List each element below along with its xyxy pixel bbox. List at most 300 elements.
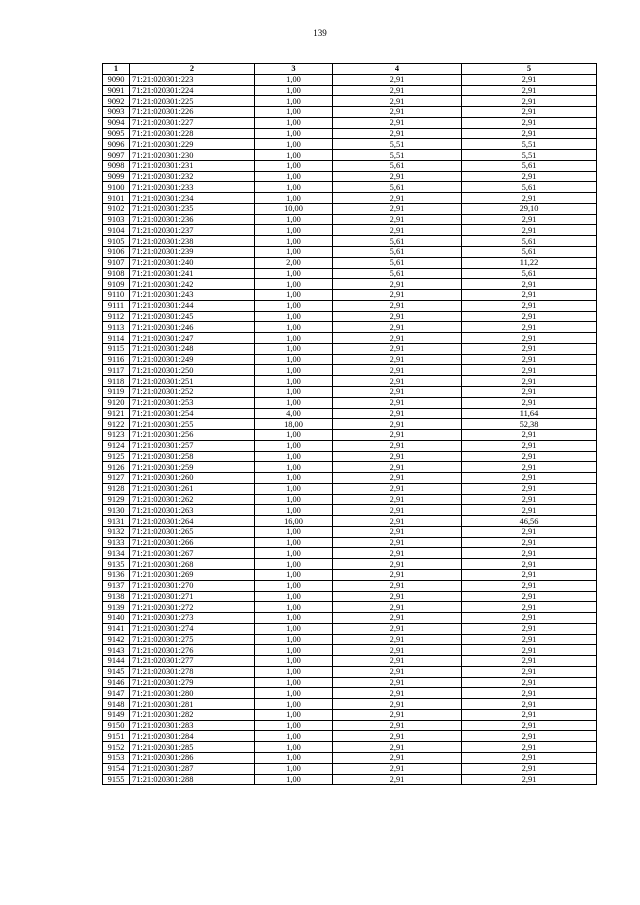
- row-number-cell: 9135: [103, 559, 130, 570]
- table-row: [103, 74, 597, 85]
- table-row: [103, 430, 597, 441]
- table-row: [103, 473, 597, 484]
- table-row: [103, 494, 597, 505]
- row-number-cell: 9136: [103, 569, 130, 580]
- amount-cell: 5,51: [462, 139, 597, 150]
- amount-cell: 2,91: [462, 365, 597, 376]
- row-number-cell: 9124: [103, 440, 130, 451]
- area-cell: 1,00: [255, 182, 333, 193]
- amount-cell: 2,91: [462, 688, 597, 699]
- cadastral-number-cell: 71:21:020301:275: [130, 634, 255, 645]
- cadastral-number-cell: 71:21:020301:239: [130, 247, 255, 258]
- amount-cell: 2,91: [462, 74, 597, 85]
- row-number-cell: 9145: [103, 666, 130, 677]
- area-cell: 1,00: [255, 85, 333, 96]
- cadastral-number-cell: 71:21:020301:242: [130, 279, 255, 290]
- area-cell: 1,00: [255, 96, 333, 107]
- cadastral-number-cell: 71:21:020301:235: [130, 203, 255, 214]
- area-cell: 1,00: [255, 74, 333, 85]
- rate-cell: 5,61: [333, 257, 462, 268]
- area-cell: 1,00: [255, 774, 333, 785]
- row-number-cell: 9105: [103, 236, 130, 247]
- area-cell: 1,00: [255, 645, 333, 656]
- table-row: [103, 688, 597, 699]
- amount-cell: 29,10: [462, 203, 597, 214]
- row-number-cell: 9123: [103, 430, 130, 441]
- table-row: [103, 376, 597, 387]
- area-cell: 1,00: [255, 537, 333, 548]
- area-cell: 1,00: [255, 365, 333, 376]
- row-number-cell: 9142: [103, 634, 130, 645]
- row-number-cell: 9097: [103, 150, 130, 161]
- cadastral-number-cell: 71:21:020301:256: [130, 430, 255, 441]
- row-number-cell: 9091: [103, 85, 130, 96]
- cadastral-number-cell: 71:21:020301:265: [130, 526, 255, 537]
- table-row: [103, 257, 597, 268]
- area-cell: 1,00: [255, 677, 333, 688]
- row-number-cell: 9122: [103, 419, 130, 430]
- row-number-cell: 9141: [103, 623, 130, 634]
- area-cell: 1,00: [255, 430, 333, 441]
- amount-cell: 2,91: [462, 731, 597, 742]
- table-row: [103, 580, 597, 591]
- amount-cell: 2,91: [462, 333, 597, 344]
- amount-cell: 2,91: [462, 602, 597, 613]
- cadastral-number-cell: 71:21:020301:264: [130, 516, 255, 527]
- area-cell: 1,00: [255, 440, 333, 451]
- area-cell: 2,00: [255, 257, 333, 268]
- rate-cell: 2,91: [333, 96, 462, 107]
- cadastral-number-cell: 71:21:020301:249: [130, 354, 255, 365]
- table-row: [103, 397, 597, 408]
- table-row: [103, 569, 597, 580]
- cadastral-number-cell: 71:21:020301:278: [130, 666, 255, 677]
- cadastral-number-cell: 71:21:020301:269: [130, 569, 255, 580]
- amount-cell: 2,91: [462, 440, 597, 451]
- cadastral-number-cell: 71:21:020301:288: [130, 774, 255, 785]
- row-number-cell: 9121: [103, 408, 130, 419]
- cadastral-number-cell: 71:21:020301:276: [130, 645, 255, 656]
- cadastral-number-cell: 71:21:020301:273: [130, 613, 255, 624]
- rate-cell: 2,91: [333, 645, 462, 656]
- amount-cell: 2,91: [462, 666, 597, 677]
- row-number-cell: 9114: [103, 333, 130, 344]
- rate-cell: 5,61: [333, 182, 462, 193]
- table-row: [103, 290, 597, 301]
- column-header-1: 1: [103, 64, 130, 75]
- table-row: [103, 505, 597, 516]
- amount-cell: 2,91: [462, 107, 597, 118]
- row-number-cell: 9095: [103, 128, 130, 139]
- cadastral-number-cell: 71:21:020301:263: [130, 505, 255, 516]
- area-cell: 4,00: [255, 408, 333, 419]
- table-row: [103, 268, 597, 279]
- cadastral-number-cell: 71:21:020301:225: [130, 96, 255, 107]
- rate-cell: 2,91: [333, 462, 462, 473]
- table-row: [103, 526, 597, 537]
- rate-cell: 2,91: [333, 107, 462, 118]
- cadastral-number-cell: 71:21:020301:236: [130, 214, 255, 225]
- amount-cell: 2,91: [462, 322, 597, 333]
- amount-cell: 2,91: [462, 591, 597, 602]
- table-row: [103, 516, 597, 527]
- table-row: [103, 203, 597, 214]
- amount-cell: 2,91: [462, 677, 597, 688]
- table-row: [103, 107, 597, 118]
- cadastral-number-cell: 71:21:020301:287: [130, 763, 255, 774]
- table-row: [103, 117, 597, 128]
- table-row: [103, 613, 597, 624]
- amount-cell: 2,91: [462, 548, 597, 559]
- rate-cell: 5,61: [333, 160, 462, 171]
- table-row: [103, 322, 597, 333]
- table-row: [103, 333, 597, 344]
- rate-cell: 2,91: [333, 376, 462, 387]
- row-number-cell: 9092: [103, 96, 130, 107]
- rate-cell: 2,91: [333, 731, 462, 742]
- cadastral-number-cell: 71:21:020301:230: [130, 150, 255, 161]
- page-number: 139: [313, 28, 327, 38]
- registry-table: [102, 63, 597, 785]
- amount-cell: 2,91: [462, 720, 597, 731]
- amount-cell: 2,91: [462, 117, 597, 128]
- amount-cell: 2,91: [462, 763, 597, 774]
- cadastral-number-cell: 71:21:020301:257: [130, 440, 255, 451]
- row-number-cell: 9154: [103, 763, 130, 774]
- cadastral-number-cell: 71:21:020301:231: [130, 160, 255, 171]
- rate-cell: 2,91: [333, 774, 462, 785]
- area-cell: 1,00: [255, 193, 333, 204]
- cadastral-number-cell: 71:21:020301:253: [130, 397, 255, 408]
- rate-cell: 2,91: [333, 451, 462, 462]
- row-number-cell: 9119: [103, 386, 130, 397]
- table-row: [103, 279, 597, 290]
- area-cell: 1,00: [255, 107, 333, 118]
- rate-cell: 2,91: [333, 483, 462, 494]
- area-cell: 1,00: [255, 171, 333, 182]
- rate-cell: 2,91: [333, 537, 462, 548]
- area-cell: 1,00: [255, 117, 333, 128]
- cadastral-number-cell: 71:21:020301:268: [130, 559, 255, 570]
- row-number-cell: 9110: [103, 290, 130, 301]
- rate-cell: 2,91: [333, 203, 462, 214]
- table-row: [103, 85, 597, 96]
- table-row: [103, 311, 597, 322]
- cadastral-number-cell: 71:21:020301:223: [130, 74, 255, 85]
- rate-cell: 5,61: [333, 236, 462, 247]
- area-cell: 1,00: [255, 354, 333, 365]
- row-number-cell: 9133: [103, 537, 130, 548]
- area-cell: 1,00: [255, 397, 333, 408]
- header-row: [103, 64, 597, 75]
- table-row: [103, 763, 597, 774]
- row-number-cell: 9144: [103, 656, 130, 667]
- row-number-cell: 9120: [103, 397, 130, 408]
- area-cell: 1,00: [255, 731, 333, 742]
- row-number-cell: 9127: [103, 473, 130, 484]
- row-number-cell: 9137: [103, 580, 130, 591]
- amount-cell: 2,91: [462, 193, 597, 204]
- row-number-cell: 9106: [103, 247, 130, 258]
- amount-cell: 11,64: [462, 408, 597, 419]
- area-cell: 1,00: [255, 559, 333, 570]
- rate-cell: 2,91: [333, 311, 462, 322]
- rate-cell: 5,51: [333, 139, 462, 150]
- cadastral-number-cell: 71:21:020301:226: [130, 107, 255, 118]
- table-row: [103, 150, 597, 161]
- table-row: [103, 236, 597, 247]
- amount-cell: 2,91: [462, 171, 597, 182]
- table-row: [103, 365, 597, 376]
- amount-cell: 5,51: [462, 150, 597, 161]
- area-cell: 1,00: [255, 462, 333, 473]
- table-row: [103, 634, 597, 645]
- amount-cell: 2,91: [462, 753, 597, 764]
- amount-cell: 2,91: [462, 376, 597, 387]
- row-number-cell: 9111: [103, 300, 130, 311]
- cadastral-number-cell: 71:21:020301:227: [130, 117, 255, 128]
- amount-cell: 5,61: [462, 247, 597, 258]
- area-cell: 1,00: [255, 688, 333, 699]
- column-header-5: 5: [462, 64, 597, 75]
- table-row: [103, 462, 597, 473]
- row-number-cell: 9151: [103, 731, 130, 742]
- cadastral-number-cell: 71:21:020301:286: [130, 753, 255, 764]
- table-row: [103, 139, 597, 150]
- rate-cell: 2,91: [333, 74, 462, 85]
- cadastral-number-cell: 71:21:020301:243: [130, 290, 255, 301]
- rate-cell: 2,91: [333, 548, 462, 559]
- amount-cell: 2,91: [462, 623, 597, 634]
- area-cell: 1,00: [255, 602, 333, 613]
- rate-cell: 2,91: [333, 699, 462, 710]
- row-number-cell: 9094: [103, 117, 130, 128]
- table-row: [103, 645, 597, 656]
- amount-cell: 52,38: [462, 419, 597, 430]
- rate-cell: 2,91: [333, 430, 462, 441]
- table-row: [103, 483, 597, 494]
- amount-cell: 2,91: [462, 397, 597, 408]
- rate-cell: 2,91: [333, 473, 462, 484]
- table-row: [103, 677, 597, 688]
- amount-cell: 2,91: [462, 290, 597, 301]
- cadastral-number-cell: 71:21:020301:262: [130, 494, 255, 505]
- amount-cell: 5,61: [462, 182, 597, 193]
- cadastral-number-cell: 71:21:020301:274: [130, 623, 255, 634]
- rate-cell: 2,91: [333, 666, 462, 677]
- amount-cell: 2,91: [462, 85, 597, 96]
- area-cell: 18,00: [255, 419, 333, 430]
- cadastral-number-cell: 71:21:020301:272: [130, 602, 255, 613]
- table-row: [103, 537, 597, 548]
- row-number-cell: 9099: [103, 171, 130, 182]
- area-cell: 1,00: [255, 505, 333, 516]
- rate-cell: 2,91: [333, 225, 462, 236]
- table-row: [103, 214, 597, 225]
- amount-cell: 2,91: [462, 128, 597, 139]
- row-number-cell: 9134: [103, 548, 130, 559]
- cadastral-number-cell: 71:21:020301:237: [130, 225, 255, 236]
- amount-cell: 2,91: [462, 559, 597, 570]
- area-cell: 1,00: [255, 753, 333, 764]
- rate-cell: 2,91: [333, 580, 462, 591]
- rate-cell: 2,91: [333, 193, 462, 204]
- rate-cell: 2,91: [333, 602, 462, 613]
- table-row: [103, 386, 597, 397]
- row-number-cell: 9125: [103, 451, 130, 462]
- rate-cell: 5,61: [333, 247, 462, 258]
- amount-cell: 5,61: [462, 160, 597, 171]
- area-cell: 1,00: [255, 322, 333, 333]
- amount-cell: 2,91: [462, 494, 597, 505]
- cadastral-number-cell: 71:21:020301:260: [130, 473, 255, 484]
- rate-cell: 2,91: [333, 505, 462, 516]
- amount-cell: 2,91: [462, 526, 597, 537]
- table-row: [103, 656, 597, 667]
- amount-cell: 2,91: [462, 613, 597, 624]
- area-cell: 1,00: [255, 333, 333, 344]
- area-cell: 1,00: [255, 494, 333, 505]
- rate-cell: 2,91: [333, 117, 462, 128]
- area-cell: 1,00: [255, 526, 333, 537]
- cadastral-number-cell: 71:21:020301:281: [130, 699, 255, 710]
- area-cell: 1,00: [255, 473, 333, 484]
- table-row: [103, 623, 597, 634]
- rate-cell: 2,91: [333, 128, 462, 139]
- row-number-cell: 9117: [103, 365, 130, 376]
- table-row: [103, 193, 597, 204]
- table-row: [103, 666, 597, 677]
- table-row: [103, 591, 597, 602]
- table-row: [103, 171, 597, 182]
- amount-cell: 2,91: [462, 311, 597, 322]
- cadastral-number-cell: 71:21:020301:248: [130, 343, 255, 354]
- area-cell: 1,00: [255, 139, 333, 150]
- rate-cell: 5,51: [333, 150, 462, 161]
- amount-cell: 2,91: [462, 483, 597, 494]
- table-row: [103, 128, 597, 139]
- cadastral-number-cell: 71:21:020301:251: [130, 376, 255, 387]
- row-number-cell: 9109: [103, 279, 130, 290]
- row-number-cell: 9108: [103, 268, 130, 279]
- rate-cell: 2,91: [333, 365, 462, 376]
- rate-cell: 2,91: [333, 171, 462, 182]
- area-cell: 1,00: [255, 225, 333, 236]
- area-cell: 1,00: [255, 613, 333, 624]
- amount-cell: 2,91: [462, 462, 597, 473]
- rate-cell: 2,91: [333, 688, 462, 699]
- area-cell: 1,00: [255, 483, 333, 494]
- amount-cell: 2,91: [462, 709, 597, 720]
- table-row: [103, 720, 597, 731]
- rate-cell: 2,91: [333, 333, 462, 344]
- area-cell: 1,00: [255, 634, 333, 645]
- rate-cell: 2,91: [333, 85, 462, 96]
- cadastral-number-cell: 71:21:020301:271: [130, 591, 255, 602]
- table-row: [103, 548, 597, 559]
- table-row: [103, 354, 597, 365]
- area-cell: 10,00: [255, 203, 333, 214]
- table-body: [103, 74, 597, 785]
- cadastral-number-cell: 71:21:020301:277: [130, 656, 255, 667]
- area-cell: 1,00: [255, 742, 333, 753]
- cadastral-number-cell: 71:21:020301:246: [130, 322, 255, 333]
- rate-cell: 2,91: [333, 526, 462, 537]
- row-number-cell: 9153: [103, 753, 130, 764]
- cadastral-number-cell: 71:21:020301:280: [130, 688, 255, 699]
- row-number-cell: 9103: [103, 214, 130, 225]
- area-cell: 1,00: [255, 720, 333, 731]
- amount-cell: 2,91: [462, 279, 597, 290]
- row-number-cell: 9126: [103, 462, 130, 473]
- row-number-cell: 9112: [103, 311, 130, 322]
- cadastral-number-cell: 71:21:020301:252: [130, 386, 255, 397]
- rate-cell: 2,91: [333, 300, 462, 311]
- amount-cell: 46,56: [462, 516, 597, 527]
- rate-cell: 2,91: [333, 343, 462, 354]
- cadastral-number-cell: 71:21:020301:232: [130, 171, 255, 182]
- area-cell: 1,00: [255, 580, 333, 591]
- table-header: [103, 64, 597, 75]
- cadastral-number-cell: 71:21:020301:241: [130, 268, 255, 279]
- amount-cell: 5,61: [462, 268, 597, 279]
- area-cell: 1,00: [255, 128, 333, 139]
- cadastral-number-cell: 71:21:020301:259: [130, 462, 255, 473]
- cadastral-number-cell: 71:21:020301:279: [130, 677, 255, 688]
- cadastral-number-cell: 71:21:020301:233: [130, 182, 255, 193]
- area-cell: 1,00: [255, 343, 333, 354]
- table-row: [103, 774, 597, 785]
- amount-cell: 2,91: [462, 656, 597, 667]
- cadastral-number-cell: 71:21:020301:270: [130, 580, 255, 591]
- rate-cell: 2,91: [333, 516, 462, 527]
- rate-cell: 5,61: [333, 268, 462, 279]
- table-row: [103, 440, 597, 451]
- amount-cell: 2,91: [462, 354, 597, 365]
- row-number-cell: 9148: [103, 699, 130, 710]
- area-cell: 1,00: [255, 160, 333, 171]
- amount-cell: 2,91: [462, 645, 597, 656]
- row-number-cell: 9090: [103, 74, 130, 85]
- row-number-cell: 9098: [103, 160, 130, 171]
- row-number-cell: 9113: [103, 322, 130, 333]
- row-number-cell: 9116: [103, 354, 130, 365]
- cadastral-number-cell: 71:21:020301:284: [130, 731, 255, 742]
- rate-cell: 2,91: [333, 720, 462, 731]
- area-cell: 1,00: [255, 279, 333, 290]
- rate-cell: 2,91: [333, 753, 462, 764]
- area-cell: 1,00: [255, 699, 333, 710]
- rate-cell: 2,91: [333, 386, 462, 397]
- cadastral-number-cell: 71:21:020301:282: [130, 709, 255, 720]
- table-row: [103, 419, 597, 430]
- amount-cell: 11,22: [462, 257, 597, 268]
- cadastral-number-cell: 71:21:020301:254: [130, 408, 255, 419]
- row-number-cell: 9143: [103, 645, 130, 656]
- amount-cell: 2,91: [462, 343, 597, 354]
- row-number-cell: 9140: [103, 613, 130, 624]
- area-cell: 1,00: [255, 300, 333, 311]
- rate-cell: 2,91: [333, 290, 462, 301]
- area-cell: 1,00: [255, 214, 333, 225]
- rate-cell: 2,91: [333, 322, 462, 333]
- cadastral-number-cell: 71:21:020301:224: [130, 85, 255, 96]
- row-number-cell: 9131: [103, 516, 130, 527]
- cadastral-number-cell: 71:21:020301:228: [130, 128, 255, 139]
- rate-cell: 2,91: [333, 709, 462, 720]
- row-number-cell: 9155: [103, 774, 130, 785]
- cadastral-number-cell: 71:21:020301:267: [130, 548, 255, 559]
